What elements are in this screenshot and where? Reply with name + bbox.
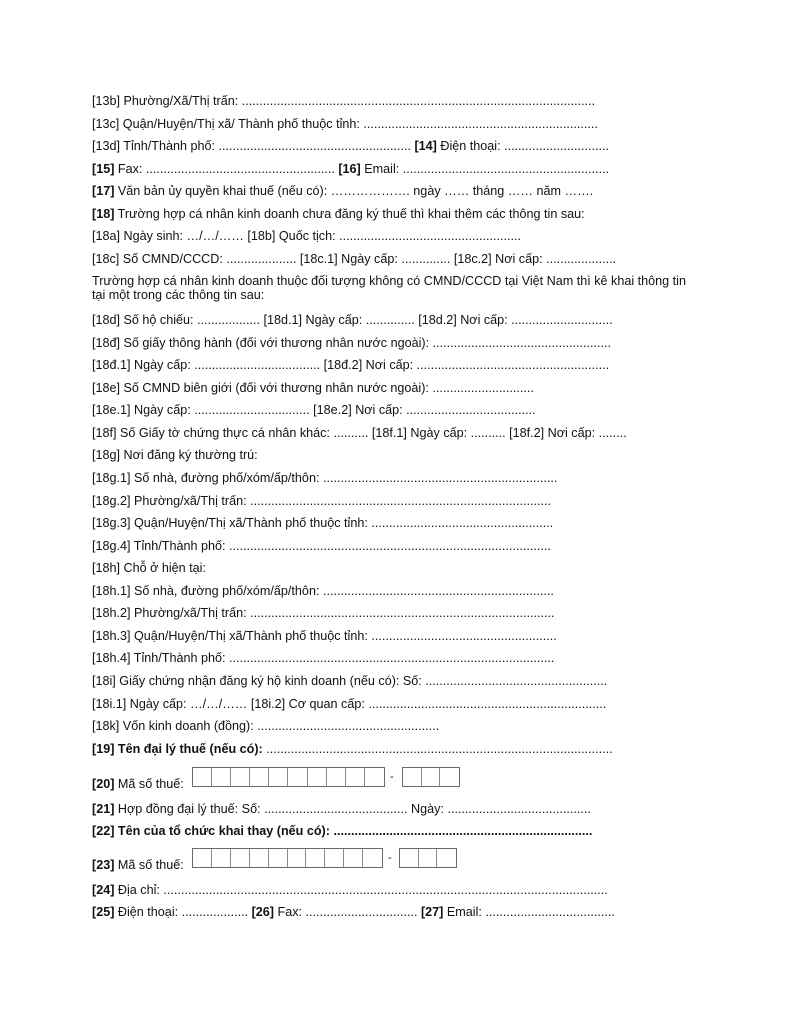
field-24-address[interactable]	[92, 883, 608, 898]
tax-code-separator: -	[390, 771, 394, 783]
tax-code-digit-box[interactable]	[365, 768, 384, 786]
field-18dd-label: [18đ] Số giấy thông hành (đối với thương nhân nước ngoài): ...................................................	[92, 336, 612, 350]
field-19-label: [19] Tên đại lý thuế (nếu có):	[92, 742, 267, 756]
field-18d-passport[interactable]	[92, 313, 613, 328]
field-21-label: Hợp đồng đại lý thuế: Số: ......................................... Ngày: .........................................	[114, 802, 591, 816]
tax-code-digit-box[interactable]	[250, 849, 269, 867]
no-id-instruction-paragraph	[92, 274, 702, 302]
field-13d-label: [13d] Tỉnh/Thành phố: .......................................................	[92, 139, 415, 153]
field-27-number: [27]	[420, 905, 444, 919]
field-13b-ward[interactable]	[92, 94, 595, 109]
tax-code-digit-box[interactable]	[327, 768, 346, 786]
field-18h3-district[interactable]	[92, 629, 557, 644]
field-18dd1-issue-info[interactable]	[92, 358, 609, 373]
field-21-agent-contract[interactable]	[92, 802, 591, 817]
tax-code-digit-box[interactable]	[231, 768, 250, 786]
tax-code-branch-digit-box[interactable]	[440, 768, 459, 786]
field-18h1-street[interactable]	[92, 584, 554, 599]
field-20-number: [20]	[92, 777, 115, 791]
field-27-label: Email: .....................................	[443, 905, 615, 919]
field-26-label: Fax: ................................	[274, 905, 421, 919]
field-24-number: [24]	[92, 883, 115, 897]
field-15-16-fax-email[interactable]	[92, 162, 609, 177]
field-18c-label: [18c] Số CMND/CCCD: .................... [18c.1] Ngày cấp: .............. [18c.2] Nơi cấp: ....................	[92, 252, 617, 266]
tax-code-branch-digit-box[interactable]	[403, 768, 422, 786]
tax-code-23-main-boxes[interactable]	[192, 848, 383, 868]
field-18dd1-label: [18đ.1] Ngày cấp: .................................... [18đ.2] Nơi cấp: .......................................................	[92, 358, 610, 372]
field-19-tax-agent-name[interactable]	[92, 742, 613, 757]
field-24-label: Địa chỉ: ...............................................................................................................................	[114, 883, 608, 897]
field-18i-business-certificate[interactable]	[92, 674, 607, 689]
tax-code-digit-box[interactable]	[344, 849, 363, 867]
field-23-label-wrap	[92, 858, 184, 872]
section-18-heading	[92, 207, 585, 222]
tax-code-digit-box[interactable]	[288, 768, 307, 786]
field-18h2-ward[interactable]	[92, 606, 555, 621]
section-18h-current-residence	[92, 561, 206, 576]
field-18-label: Trường hợp cá nhân kinh doanh chưa đăng ký thuế thì khai thêm các thông tin sau:	[114, 207, 585, 221]
field-18i-label: [18i] Giấy chứng nhận đăng ký hộ kinh doanh (nếu có): Số: ....................................................	[92, 674, 608, 688]
field-18h1-label: [18h.1] Số nhà, đường phố/xóm/ấp/thôn: ..................................................................	[92, 584, 554, 598]
tax-code-20-branch-boxes[interactable]	[402, 767, 460, 787]
field-23-tax-code	[92, 848, 472, 874]
field-18e-label: [18e] Số CMND biên giới (đối với thương nhân nước ngoài): .............................	[92, 381, 534, 395]
field-18g4-province[interactable]	[92, 539, 551, 554]
tax-code-digit-box[interactable]	[306, 849, 325, 867]
tax-code-branch-digit-box[interactable]	[437, 849, 456, 867]
field-13d-14-province-phone[interactable]	[92, 139, 609, 154]
tax-code-23-branch-boxes[interactable]	[399, 848, 457, 868]
tax-code-digit-box[interactable]	[250, 768, 269, 786]
field-13c-label: [13c] Quận/Huyện/Thị xã/ Thành phố thuộc tỉnh: ...................................................................	[92, 117, 598, 131]
field-14-number: [14]	[414, 139, 437, 153]
tax-code-digit-box[interactable]	[212, 849, 231, 867]
field-19-dots: ...................................................................................................	[266, 742, 613, 756]
field-18g3-label: [18g.3] Quận/Huyện/Thị xã/Thành phố thuộc tỉnh: ....................................................	[92, 516, 554, 530]
field-18g4-label: [18g.4] Tỉnh/Thành phố: ............................................................................................	[92, 539, 551, 553]
field-18d-label: [18d] Số hộ chiếu: .................. [18d.1] Ngày cấp: .............. [18d.2] Nơi cấp: .............................	[92, 313, 613, 327]
field-20-tax-code	[92, 767, 472, 793]
tax-code-digit-box[interactable]	[212, 768, 231, 786]
tax-code-branch-digit-box[interactable]	[400, 849, 419, 867]
field-18f-other-id[interactable]	[92, 426, 627, 441]
field-14-label: Điện thoại: ..............................	[436, 139, 610, 153]
tax-code-digit-box[interactable]	[269, 849, 288, 867]
field-23-label: Mã số thuế:	[114, 858, 184, 872]
field-13c-district[interactable]	[92, 117, 598, 132]
field-17-number: [17]	[92, 184, 115, 198]
field-18g3-district[interactable]	[92, 516, 553, 531]
field-18e1-label: [18e.1] Ngày cấp: ................................. [18e.2] Nơi cấp: .....................................	[92, 403, 536, 417]
field-25-26-27-contacts[interactable]	[92, 905, 615, 920]
field-18g1-street[interactable]	[92, 471, 557, 486]
field-18k-label: [18k] Vốn kinh doanh (đồng): ....................................................	[92, 719, 440, 733]
field-18a-label: [18a] Ngày sinh: …/…/…… [18b] Quốc tịch: ....................................................	[92, 229, 522, 243]
field-18e1-issue-info[interactable]	[92, 403, 536, 418]
field-18h4-province[interactable]	[92, 651, 554, 666]
field-18i1-label: [18i.1] Ngày cấp: …/…/…… [18i.2] Cơ quan cấp: ....................................................................	[92, 697, 607, 711]
field-18i1-issue-info[interactable]	[92, 697, 606, 712]
field-22-label: [22] Tên của tổ chức khai thay (nếu có): ..........................................................................	[92, 824, 593, 838]
tax-code-branch-digit-box[interactable]	[422, 768, 441, 786]
tax-code-20-main-boxes[interactable]	[192, 767, 385, 787]
tax-code-branch-digit-box[interactable]	[419, 849, 438, 867]
field-25-label: Điện thoại: ...................	[114, 905, 252, 919]
field-22-proxy-organization[interactable]	[92, 824, 592, 839]
field-18g1-label: [18g.1] Số nhà, đường phố/xóm/ấp/thôn: ...................................................................	[92, 471, 558, 485]
field-15-number: [15]	[92, 162, 115, 176]
tax-code-digit-box[interactable]	[325, 849, 344, 867]
field-17-authorization[interactable]	[92, 184, 593, 199]
tax-code-digit-box[interactable]	[308, 768, 327, 786]
tax-code-digit-box[interactable]	[231, 849, 250, 867]
field-18h4-label: [18h.4] Tỉnh/Thành phố: .............................................................................................	[92, 651, 555, 665]
field-18k-capital[interactable]	[92, 719, 439, 734]
field-15-label: Fax: ......................................................	[114, 162, 339, 176]
section-18g-permanent-residence	[92, 448, 258, 463]
field-16-number: [16]	[338, 162, 361, 176]
field-16-label: Email: ...........................................................	[360, 162, 610, 176]
field-18-number: [18]	[92, 207, 115, 221]
field-18c-id-card[interactable]	[92, 252, 616, 267]
field-25-number: [25]	[92, 905, 115, 919]
field-20-label-wrap	[92, 777, 184, 791]
tax-code-digit-box[interactable]	[193, 849, 212, 867]
tax-code-digit-box[interactable]	[193, 768, 212, 786]
tax-code-digit-box[interactable]	[346, 768, 365, 786]
field-18e-border-id[interactable]	[92, 381, 534, 396]
field-18g2-label: [18g.2] Phường/xã/Thị trấn: ......................................................................................	[92, 494, 552, 508]
no-id-instruction-text: Trường hợp cá nhân kinh doanh thuộc đối tượng không có CMND/CCCD tại Việt Nam thì kê khai thông tin tại một trong các thông tin sau:	[92, 274, 686, 302]
field-18h-label: [18h] Chỗ ở hiện tại:	[92, 561, 206, 575]
field-13b-label: [13b] Phường/Xã/Thị trấn: .....................................................................................................	[92, 94, 596, 108]
field-18f-label: [18f] Số Giấy tờ chứng thực cá nhân khác: .......... [18f.1] Ngày cấp: .......... [18f.2] Nơi cấp: ........	[92, 426, 627, 440]
tax-code-digit-box[interactable]	[363, 849, 382, 867]
field-26-number: [26]	[251, 905, 274, 919]
field-18dd-travel-permit[interactable]	[92, 336, 611, 351]
field-23-number: [23]	[92, 858, 115, 872]
field-18g2-ward[interactable]	[92, 494, 551, 509]
field-18h2-label: [18h.2] Phường/xã/Thị trấn: .......................................................................................	[92, 606, 555, 620]
field-17-label: Văn bản ủy quyền khai thuế (nếu có): ………………. ngày …… tháng …… năm …….	[114, 184, 594, 198]
field-21-number: [21]	[92, 802, 115, 816]
field-18a-18b-birth-nationality[interactable]	[92, 229, 521, 244]
field-18g-label: [18g] Nơi đăng ký thường trú:	[92, 448, 258, 462]
tax-code-digit-box[interactable]	[288, 849, 307, 867]
field-18h3-label: [18h.3] Quận/Huyện/Thị xã/Thành phố thuộc tỉnh: .....................................................	[92, 629, 557, 643]
tax-code-digit-box[interactable]	[269, 768, 288, 786]
field-20-label: Mã số thuế:	[114, 777, 184, 791]
tax-code-separator: -	[388, 852, 392, 864]
